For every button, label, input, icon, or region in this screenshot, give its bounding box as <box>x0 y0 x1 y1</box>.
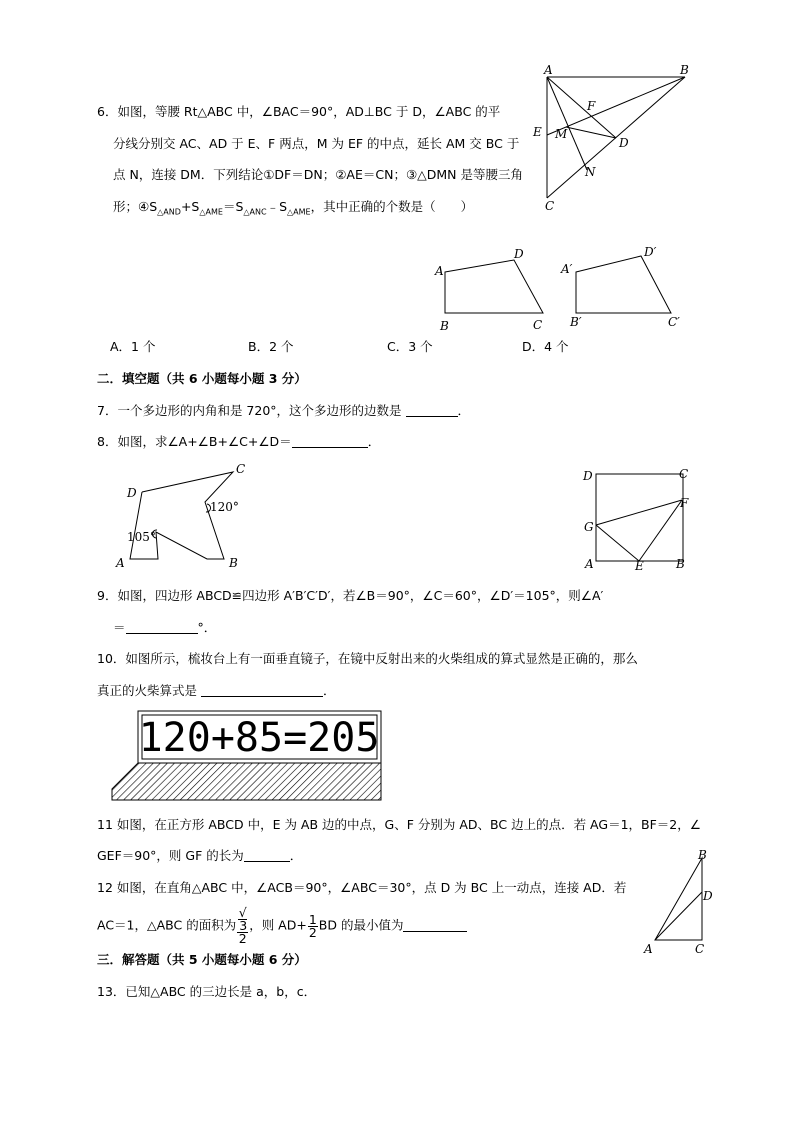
quad-label-c: C <box>533 318 543 332</box>
q12-label-c: C <box>695 942 705 956</box>
q6-label-f: F <box>587 99 596 113</box>
sq-label-g: G <box>584 520 594 534</box>
q6-label-d: D <box>619 136 629 150</box>
square-figure <box>580 465 700 575</box>
q6-line2: 分线分别交 AC、AD 于 E、F 两点，M 为 EF 的中点，延长 AM 交 BC 于 <box>113 136 520 151</box>
q8: 8．如图，求∠A+∠B+∠C+∠D＝ ． <box>97 434 381 449</box>
q12-answer-blank[interactable] <box>403 919 467 932</box>
sq-label-f: F <box>680 496 689 510</box>
q6-line1: 6．如图，等腰 Rt△ABC 中，∠BAC＝90°，AD⊥BC 于 D，∠ABC 的平 <box>97 104 501 119</box>
q6-triangle-figure <box>530 60 700 215</box>
sq-label-d: D <box>583 469 593 483</box>
quad-label-d: D <box>514 247 524 261</box>
quadrilateral-figures <box>430 245 700 335</box>
section2-title: 二．填空题（共 6 小题每小题 3 分） <box>97 371 307 386</box>
quad-label-a-prime: A′ <box>561 262 573 276</box>
q11-line2: GEF＝90°，则 GF 的长为 ． <box>97 848 303 863</box>
q8-label-b: B <box>229 556 238 570</box>
q7-answer-blank[interactable] <box>406 404 458 417</box>
q6-label-b: B <box>680 63 689 77</box>
q8-angle-105: 105° <box>127 530 156 544</box>
q6-label-n: N <box>585 165 596 179</box>
q10-line2: 真正的火柴算式是 ． <box>97 683 336 698</box>
sq-label-c: C <box>679 467 689 481</box>
q6-option-d[interactable]: D．4 个 <box>522 339 569 354</box>
area-fraction: √ 3 2 <box>238 905 248 946</box>
quad-label-a: A <box>435 264 444 278</box>
q9-answer-blank[interactable] <box>126 621 198 634</box>
q12-line1: 12 如图，在直角△ABC 中，∠ACB＝90°，∠ABC＝30°，点 D 为 BC 上一动点，连接 AD．若 <box>97 880 627 895</box>
q8-label-a: A <box>116 556 125 570</box>
q12-label-d: D <box>703 889 713 903</box>
q6-label-c: C <box>545 199 555 213</box>
quad-label-b-prime: B′ <box>570 315 582 329</box>
sq-label-b: B <box>676 557 685 571</box>
half-fraction: $\frac{1}{2}$ <box>308 911 317 940</box>
q13: 13．已知△ABC 的三边长是 a，b，c． <box>97 984 317 999</box>
section3-title: 三．解答题（共 5 小题每小题 6 分） <box>97 952 307 967</box>
q6-option-a[interactable]: A．1 个 <box>110 339 156 354</box>
q11-answer-blank[interactable] <box>244 849 290 862</box>
q12-line2: AC＝1，△ABC 的面积为 √ 3 2 ，则 AD+ $\frac{1}{2}$ BD 的最小值为 <box>97 907 467 945</box>
q12-label-a: A <box>644 942 653 956</box>
q12-figure <box>640 845 720 960</box>
quad-label-d-prime: D′ <box>644 245 657 259</box>
q6-label-m: M <box>555 127 568 141</box>
q6-label-a: A <box>544 63 553 77</box>
q6-line3: 点 N，连接 DM．下列结论①DF＝DN；②AE＝CN；③△DMN 是等腰三角 <box>113 167 523 182</box>
q10-mirror-figure <box>112 705 387 805</box>
q8-label-c: C <box>236 462 246 476</box>
sq-label-e: E <box>635 559 644 573</box>
q6-label-e: E <box>533 125 542 139</box>
q8-label-d: D <box>127 486 137 500</box>
q10-answer-blank[interactable] <box>201 684 323 697</box>
mirror-equation-text: 120+85=205 <box>138 715 380 761</box>
sq-label-a: A <box>585 557 594 571</box>
q9-line2: ＝ °． <box>113 620 217 635</box>
q6-option-b[interactable]: B．2 个 <box>248 339 294 354</box>
q8-angle-120: 120° <box>210 500 239 514</box>
q10-line1: 10．如图所示，梳妆台上有一面垂直镜子，在镜中反射出来的火柴组成的算式显然是正确的，那么 <box>97 651 638 666</box>
q8-figure <box>110 460 260 575</box>
q12-label-b: B <box>698 848 707 862</box>
q9-line1: 9．如图，四边形 ABCD≌四边形 A′B′C′D′，若∠B＝90°，∠C＝60°，∠D′＝105°，则∠A′ <box>97 588 604 603</box>
mirror-base-hatch <box>112 763 381 800</box>
q8-answer-blank[interactable] <box>292 435 368 448</box>
q11-line1: 11 如图，在正方形 ABCD 中，E 为 AB 边的中点，G、F 分别为 AD、BC 边上的点．若 AG＝1，BF＝2，∠ <box>97 817 701 832</box>
q7: 7．一个多边形的内角和是 720°，这个多边形的边数是 ． <box>97 403 471 418</box>
quad-label-c-prime: C′ <box>668 315 680 329</box>
q6-line4: 形；$④S_{\triangle AND}+S_{\triangle AME}=S_{\triangle ANC}﹣S_{\triangle AME}$，其中正确的个数是（ ） <box>113 199 474 217</box>
quad-label-b: B <box>440 319 449 333</box>
q6-option-c[interactable]: C．3 个 <box>387 339 433 354</box>
